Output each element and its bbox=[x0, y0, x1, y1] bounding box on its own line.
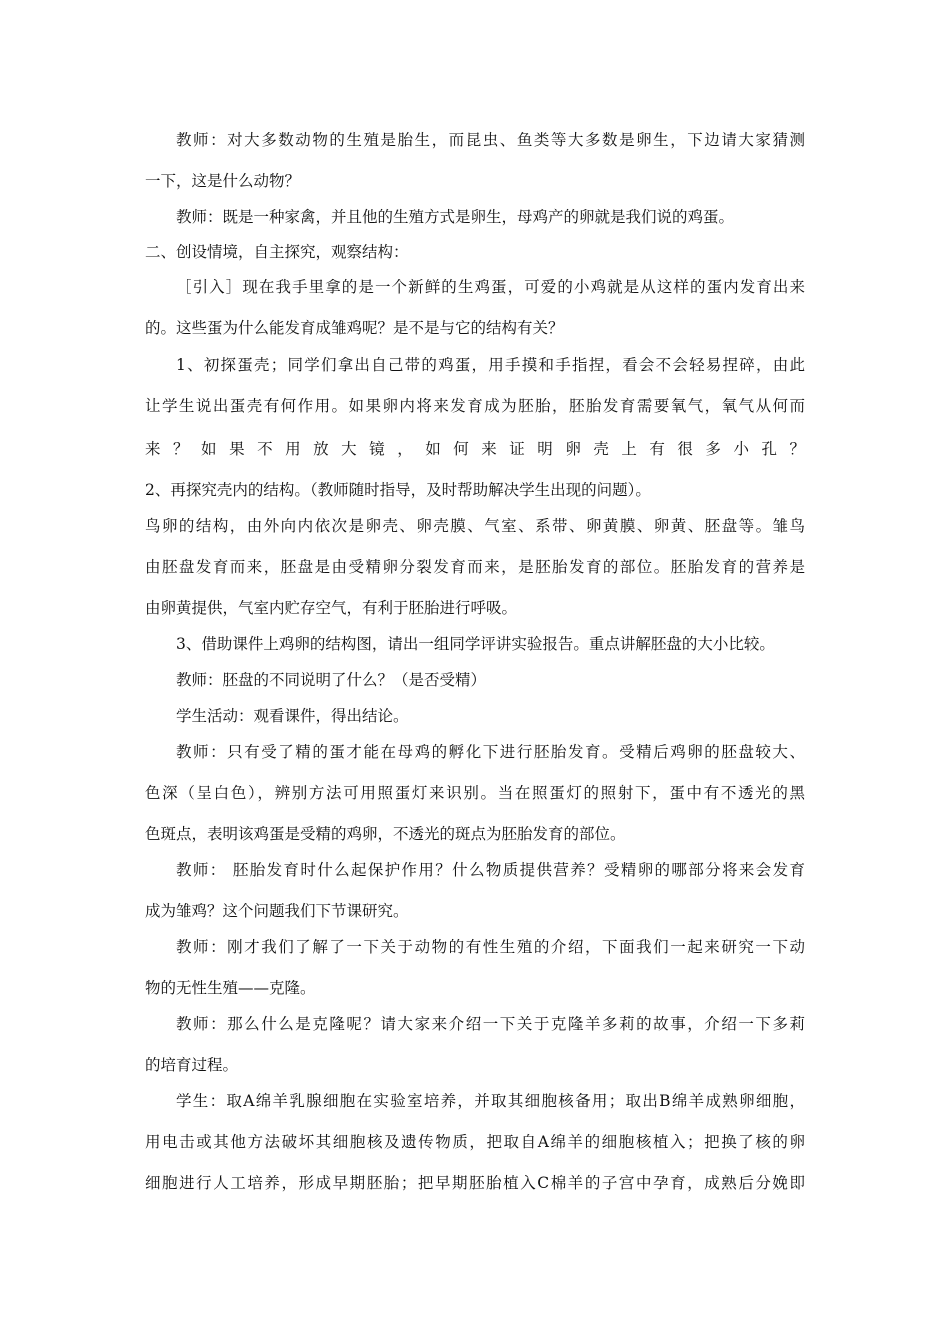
text-line-28: 细胞进行人工培养，形成早期胚胎；把早期胚胎植入C棉羊的子宫中孕育，成熟后分娩即 bbox=[145, 1174, 805, 1192]
text-line-18: 色深（呈白色），辨别方法可用照蛋灯来识别。当在照蛋灯的照射下，蛋中有不透光的黑 bbox=[145, 784, 805, 802]
text-line-5: ［引入］现在我手里拿的是一个新鲜的生鸡蛋，可爱的小鸡就是从这样的蛋内发育出来 bbox=[176, 278, 805, 296]
text-line-19: 色斑点，表明该鸡蛋是受精的鸡卵，不透光的斑点为胚胎发育的部位。 bbox=[145, 825, 626, 843]
text-line-9: 来？如果不用放大镜，如何来证明卵壳上有很多小孔？ bbox=[145, 440, 805, 458]
text-line-10: 2、再探究壳内的结构。（教师随时指导，及时帮助解决学生出现的问题）。 bbox=[145, 481, 651, 499]
text-line-1: 教师：对大多数动物的生殖是胎生，而昆虫、鱼类等大多数是卵生，下边请大家猜测 bbox=[176, 131, 805, 149]
text-line-3: 教师：既是一种家禽，并且他的生殖方式是卵生，母鸡产的卵就是我们说的鸡蛋。 bbox=[176, 208, 735, 226]
text-line-15: 教师：胚盘的不同说明了什么？（是否受精） bbox=[176, 671, 487, 689]
text-line-14: 3、借助课件上鸡卵的结构图，请出一组同学评讲实验报告。重点讲解胚盘的大小比较。 bbox=[176, 635, 775, 653]
text-line-2: 一下，这是什么动物？ bbox=[145, 172, 301, 190]
text-line-26: 学生：取A绵羊乳腺细胞在实验室培养，并取其细胞核备用；取出B绵羊成熟卵细胞， bbox=[176, 1092, 805, 1110]
text-line-17: 教师：只有受了精的蛋才能在母鸡的孵化下进行胚胎发育。受精后鸡卵的胚盘较大、 bbox=[176, 743, 805, 761]
text-line-16: 学生活动：观看课件，得出结论。 bbox=[176, 707, 409, 725]
text-line-20: 教师： 胚胎发育时什么起保护作用？什么物质提供营养？受精卵的哪部分将来会发育 bbox=[176, 861, 805, 879]
text-line-6: 的。这些蛋为什么能发育成雏鸡呢？是不是与它的结构有关？ bbox=[145, 319, 564, 337]
text-line-13: 由卵黄提供，气室内贮存空气，有利于胚胎进行呼吸。 bbox=[145, 599, 518, 617]
text-line-7: 1、初探蛋壳；同学们拿出自己带的鸡蛋，用手摸和手指捏，看会不会轻易捏碎，由此 bbox=[176, 356, 805, 374]
text-line-27: 用电击或其他方法破坏其细胞核及遗传物质，把取自A绵羊的细胞核植入；把换了核的卵 bbox=[145, 1133, 805, 1151]
text-line-8: 让学生说出蛋壳有何作用。如果卵内将来发育成为胚胎，胚胎发育需要氧气，氧气从何而 bbox=[145, 397, 805, 415]
section-heading: 二、创设情境，自主探究，观察结构： bbox=[145, 243, 409, 261]
text-line-24: 教师：那么什么是克隆呢？请大家来介绍一下关于克隆羊多莉的故事，介绍一下多莉 bbox=[176, 1015, 805, 1033]
text-line-22: 教师：刚才我们了解了一下关于动物的有性生殖的介绍，下面我们一起来研究一下动 bbox=[176, 938, 805, 956]
text-line-21: 成为雏鸡？这个问题我们下节课研究。 bbox=[145, 902, 409, 920]
text-line-12: 由胚盘发育而来，胚盘是由受精卵分裂发育而来，是胚胎发育的部位。胚胎发育的营养是 bbox=[145, 558, 805, 576]
text-line-11: 鸟卵的结构，由外向内依次是卵壳、卵壳膜、气室、系带、卵黄膜、卵黄、胚盘等。雏鸟 bbox=[145, 517, 805, 535]
text-line-23: 物的无性生殖——克隆。 bbox=[145, 979, 316, 997]
text-line-25: 的培育过程。 bbox=[145, 1056, 239, 1074]
